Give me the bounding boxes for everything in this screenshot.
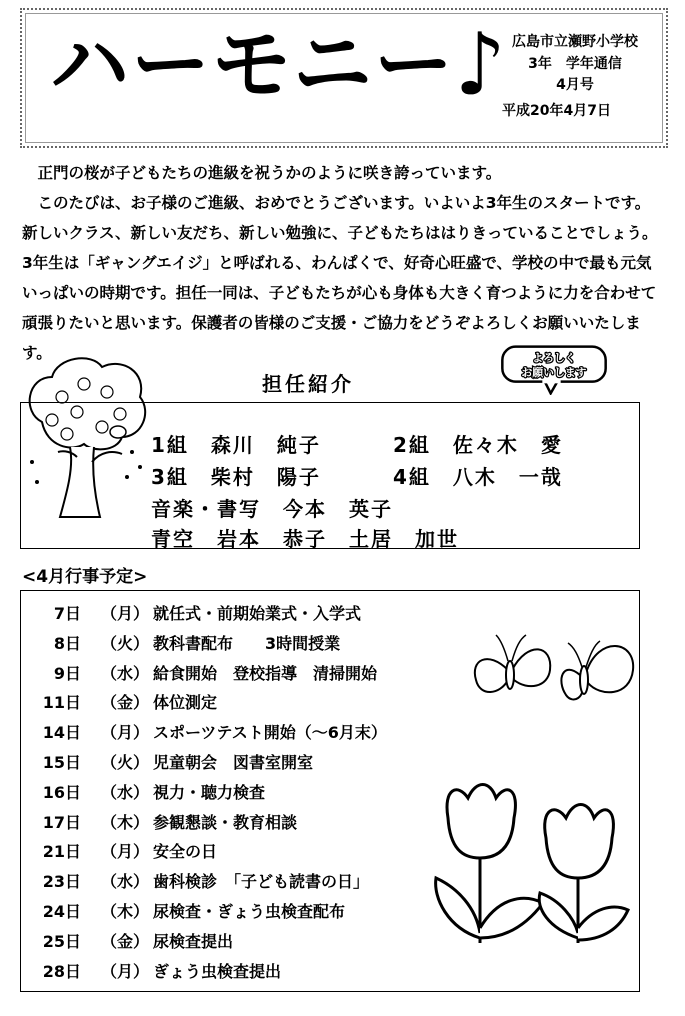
teacher-name: 八木 一哉 xyxy=(452,465,563,489)
issue-number: 4月号 xyxy=(556,77,594,94)
tulips-illustration xyxy=(428,778,638,950)
teacher-row xyxy=(393,429,563,458)
class-label: 1組 xyxy=(151,433,189,457)
event-description: 歯科検診 「子ども読書の日」 xyxy=(153,872,370,892)
bubble-text-line1: よろしく xyxy=(532,351,576,365)
greeting-speech-bubble xyxy=(488,345,620,395)
class-label: 青空 xyxy=(151,527,195,551)
event-weekday: （木） xyxy=(101,812,150,832)
event-day: 23日 xyxy=(42,872,81,892)
event-day: 8日 xyxy=(53,633,81,653)
event-weekday: （月） xyxy=(101,723,150,743)
event-day: 14日 xyxy=(42,723,81,743)
teacher-row xyxy=(151,523,459,552)
teacher-name: 柴村 陽子 xyxy=(210,465,321,489)
event-weekday: （月） xyxy=(101,604,150,623)
teacher-name: 森川 純子 xyxy=(210,433,321,457)
event-description: 安全の日 xyxy=(153,842,218,862)
event-weekday: （水） xyxy=(101,782,150,802)
newsletter-header xyxy=(20,8,668,148)
event-description: 尿検査提出 xyxy=(153,931,234,951)
teacher-name: 岩本 恭子 xyxy=(217,527,327,551)
event-day: 25日 xyxy=(42,931,81,951)
intro-paragraph: このたびは、お子様のご進級、おめでとうございます。いよいよ3年生のスタートです。新しいクラス、新しい友だち、新しい勉強に、子どもたちははりきっていることでしょう。3年生は「ギャングエイジ」と呼ばれる、わんぱくで、好奇心旺盛で、学校の中で最も元気いっぱいの時期です。担任一同は、子どもたちが心も身体も大きく育つように力を合わせて頑張りたいと思います。保護者の皆様のご支援・ご協力をどうぞよろしくお願いいたします。 xyxy=(22,194,658,362)
event-weekday: （月） xyxy=(101,961,150,981)
butterflies-illustration xyxy=(468,625,638,715)
teacher-list-box xyxy=(20,402,640,549)
event-day: 9日 xyxy=(53,663,81,683)
event-description: 教科書配布 3時間授業 xyxy=(153,633,341,653)
school-info xyxy=(490,32,660,123)
event-description: 尿検査・ぎょう虫検査配布 xyxy=(153,902,346,921)
issue-date: 平成20年4月7日 xyxy=(502,103,611,120)
class-label: 2組 xyxy=(393,433,431,457)
teacher-intro-heading: 担任紹介 xyxy=(262,372,354,396)
event-weekday: （月） xyxy=(101,842,150,862)
event-description: スポーツテスト開始（～6月末） xyxy=(153,723,387,743)
event-weekday: （金） xyxy=(101,931,150,951)
school-name: 広島市立瀬野小学校 xyxy=(512,34,638,50)
event-weekday: （火） xyxy=(101,753,150,772)
teacher-name: 土居 加世 xyxy=(349,527,459,551)
event-description: 児童朝会 図書室開室 xyxy=(153,753,314,772)
class-label: 4組 xyxy=(393,465,431,489)
event-description: 就任式・前期始業式・入学式 xyxy=(153,604,362,623)
newsletter-name: 3年 学年通信 xyxy=(528,55,622,72)
event-weekday: （火） xyxy=(101,633,150,653)
event-day: 7日 xyxy=(53,604,81,623)
event-day: 21日 xyxy=(42,842,81,862)
teacher-name: 今本 英子 xyxy=(283,497,393,521)
event-description: 視力・聴力検査 xyxy=(153,782,266,802)
event-description: 体位測定 xyxy=(153,693,218,713)
event-day: 16日 xyxy=(42,782,81,802)
event-day: 15日 xyxy=(42,753,81,772)
bubble-text-line2: お願いします xyxy=(521,365,587,379)
teacher-name: 佐々木 愛 xyxy=(452,433,563,457)
event-day: 11日 xyxy=(42,693,81,713)
teacher-row xyxy=(393,461,563,490)
teacher-row xyxy=(151,429,321,458)
event-description: 給食開始 登校指導 清掃開始 xyxy=(153,663,378,683)
class-label: 音楽・書写 xyxy=(151,497,261,521)
teacher-row xyxy=(151,461,321,490)
event-weekday: （木） xyxy=(101,902,150,921)
event-description: ぎょう虫検査提出 xyxy=(153,961,282,981)
event-day: 24日 xyxy=(42,902,81,921)
class-label: 3組 xyxy=(151,465,189,489)
teacher-row xyxy=(151,493,393,522)
event-weekday: （水） xyxy=(101,872,150,892)
event-weekday: （金） xyxy=(101,693,150,713)
event-weekday: （水） xyxy=(101,663,150,683)
intro-text xyxy=(22,158,662,368)
event-day: 28日 xyxy=(42,961,81,981)
intro-line-1: 正門の桜が子どもたちの進級を祝うかのように咲き誇っています。 xyxy=(37,164,502,182)
event-day: 17日 xyxy=(42,812,81,832)
events-heading: <4月行事予定> xyxy=(22,567,148,587)
newsletter-title: ハーモニー♪ xyxy=(50,15,508,115)
event-description: 参観懇談・教育相談 xyxy=(153,812,298,832)
